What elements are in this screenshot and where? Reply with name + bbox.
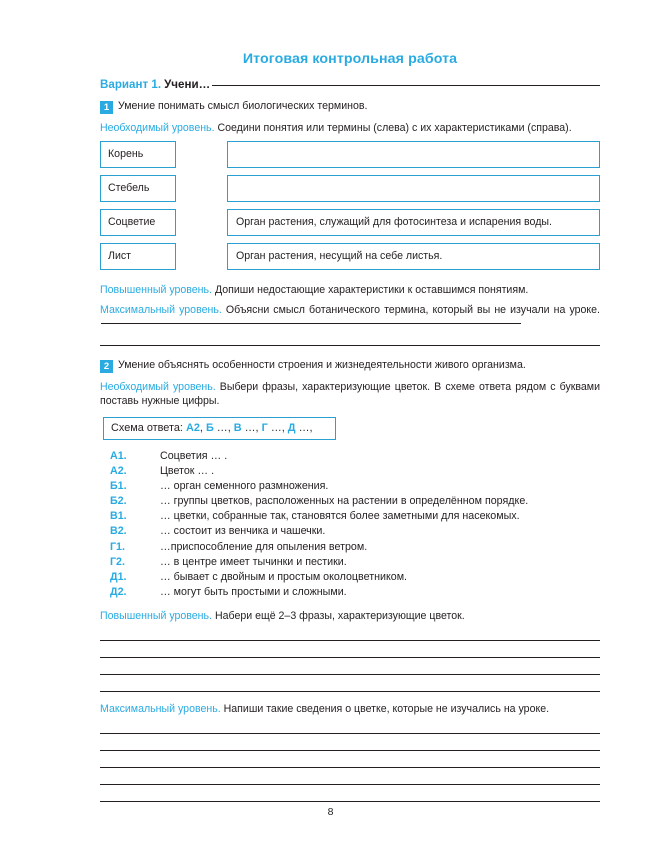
statement-key: Г2. [110, 555, 125, 568]
level-name-required: Необходимый уровень. [100, 380, 216, 393]
level-name-advanced: Повышенный уровень. [100, 609, 212, 622]
task-1-maximum-level [100, 303, 600, 331]
level-name-advanced: Повышенный уровень. [100, 283, 212, 296]
answer-line[interactable] [100, 331, 600, 346]
level-name-required: Необходимый уровень. [100, 121, 215, 134]
table-row [100, 209, 600, 236]
list-item [110, 570, 600, 585]
table-row [100, 243, 600, 270]
characteristic-cell[interactable]: Орган растения, служащий для фотосинтеза и испарения воды. [227, 209, 600, 236]
statement-text: …приспособление для опыления ветром. [160, 540, 368, 553]
task-2-maximum-answer-lines [100, 719, 600, 802]
answer-line[interactable] [100, 626, 600, 641]
characteristic-cell[interactable] [227, 141, 600, 168]
spacer [100, 692, 600, 702]
variant-line [100, 78, 600, 91]
task-1-heading-text: Умение понимать смысл биологических терминов. [118, 99, 368, 112]
level-body-required: Выбери фразы, характеризующие цветок. В схеме ответа рядом с буквами поставь нужные цифры. [100, 380, 600, 407]
page-number: 8 [327, 806, 334, 818]
characteristic-cell[interactable]: Орган растения, несущий на себе листья. [227, 243, 600, 270]
answer-scheme-label: Схема ответа: [111, 422, 183, 435]
statement-text: Цветок … . [160, 465, 215, 478]
scheme-entry-letter: В [233, 422, 242, 435]
statement-key: В2. [110, 525, 127, 538]
answer-line[interactable] [100, 641, 600, 658]
answer-line[interactable] [100, 768, 600, 785]
page-content [100, 52, 600, 802]
task-1-advanced-level [100, 283, 600, 297]
scheme-entry-dots: …, [213, 422, 231, 435]
level-body-required: Соедини понятия или термины (слева) с их характеристиками (справа). [217, 121, 572, 134]
task-2-required-level [100, 380, 600, 408]
scheme-entry-dots: …, [295, 422, 313, 435]
task-2-advanced-level [100, 609, 600, 623]
answer-line[interactable] [100, 675, 600, 692]
statement-key: Б2. [110, 495, 127, 508]
list-item [110, 494, 600, 509]
list-item [110, 449, 600, 464]
scheme-entry-dots: …, [241, 422, 259, 435]
task-number-badge: 2 [100, 360, 113, 373]
term-cell: Лист [100, 243, 176, 270]
level-body-maximum: Напиши такие сведения о цветке, которые не изучались на уроке. [223, 702, 550, 715]
statement-text: … могут быть простыми и сложными. [160, 585, 347, 598]
matching-table [100, 141, 600, 270]
scheme-entry-letter: Д [287, 422, 296, 435]
statement-text: … состоит из венчика и чашечки. [160, 525, 326, 538]
list-item [110, 540, 600, 555]
scheme-entry-dots: , [199, 422, 203, 435]
variant-label: Вариант 1. [100, 77, 162, 91]
answer-scheme-box[interactable] [103, 417, 336, 440]
table-gap [176, 141, 227, 168]
table-gap [176, 243, 227, 270]
statement-key: В1. [110, 510, 127, 523]
answer-blank-inline[interactable] [101, 323, 521, 324]
task-1-required-level [100, 121, 600, 135]
table-gap [176, 209, 227, 236]
statement-list [100, 449, 600, 600]
term-cell: Соцветие [100, 209, 176, 236]
task-2-maximum-level [100, 702, 600, 716]
scheme-entry-letter: Б [205, 422, 214, 435]
spacer [100, 346, 600, 359]
list-item [110, 555, 600, 570]
variant-name-blank[interactable] [212, 85, 600, 86]
answer-line[interactable] [100, 658, 600, 675]
task-2-heading [100, 359, 600, 373]
table-gap [176, 175, 227, 202]
list-item [110, 585, 600, 600]
statement-text: … в центре имеет тычинки и пестики. [160, 555, 347, 568]
statement-key: Д1. [110, 570, 127, 583]
list-item [110, 509, 600, 524]
list-item [110, 479, 600, 494]
level-body-advanced: Допиши недостающие характеристики к оставшимся понятиям. [214, 283, 529, 296]
statement-text: … цветки, собранные так, становятся более заметными для насекомых. [160, 510, 520, 523]
answer-line[interactable] [100, 751, 600, 768]
statement-text: Соцветия … . [160, 450, 228, 463]
variant-student-prompt: Учени… [164, 77, 211, 91]
task-number-badge: 1 [100, 101, 113, 114]
scheme-entry-letter: А2 [185, 422, 200, 435]
answer-line[interactable] [100, 719, 600, 734]
task-1-maximum-answer-lines [100, 331, 600, 346]
statement-key: Б1. [110, 480, 127, 493]
statement-key: Г1. [110, 540, 125, 553]
table-row [100, 175, 600, 202]
statement-text: … орган семенного размножения. [160, 480, 329, 493]
level-body-maximum: Объясни смысл ботанического термина, который вы не изучали на уроке. [225, 303, 600, 316]
scheme-entry-dots: …, [267, 422, 285, 435]
term-cell: Стебель [100, 175, 176, 202]
statement-key: А1. [110, 450, 127, 463]
characteristic-cell[interactable] [227, 175, 600, 202]
list-item [110, 524, 600, 539]
statement-text: … бывает с двойным и простым околоцветником. [160, 570, 408, 583]
task-2-advanced-answer-lines [100, 626, 600, 692]
statement-key: А2. [110, 465, 127, 478]
scheme-entry-letter: Г [261, 422, 268, 435]
statement-key: Д2. [110, 585, 127, 598]
level-name-maximum: Максимальный уровень. [100, 702, 221, 715]
term-cell: Корень [100, 141, 176, 168]
answer-line[interactable] [100, 734, 600, 751]
statement-text: … группы цветков, расположенных на растении в определённом порядке. [160, 495, 529, 508]
answer-line[interactable] [100, 785, 600, 802]
task-1-heading [100, 100, 600, 114]
table-row [100, 141, 600, 168]
page-title: Итоговая контрольная работа [242, 51, 458, 67]
list-item [110, 464, 600, 479]
task-2-heading-text: Умение объяснять особенности строения и жизнедеятельности живого организма. [118, 358, 526, 371]
level-name-maximum: Максимальный уровень. [100, 303, 222, 316]
level-body-advanced: Набери ещё 2–3 фразы, характеризующие цветок. [214, 609, 465, 622]
